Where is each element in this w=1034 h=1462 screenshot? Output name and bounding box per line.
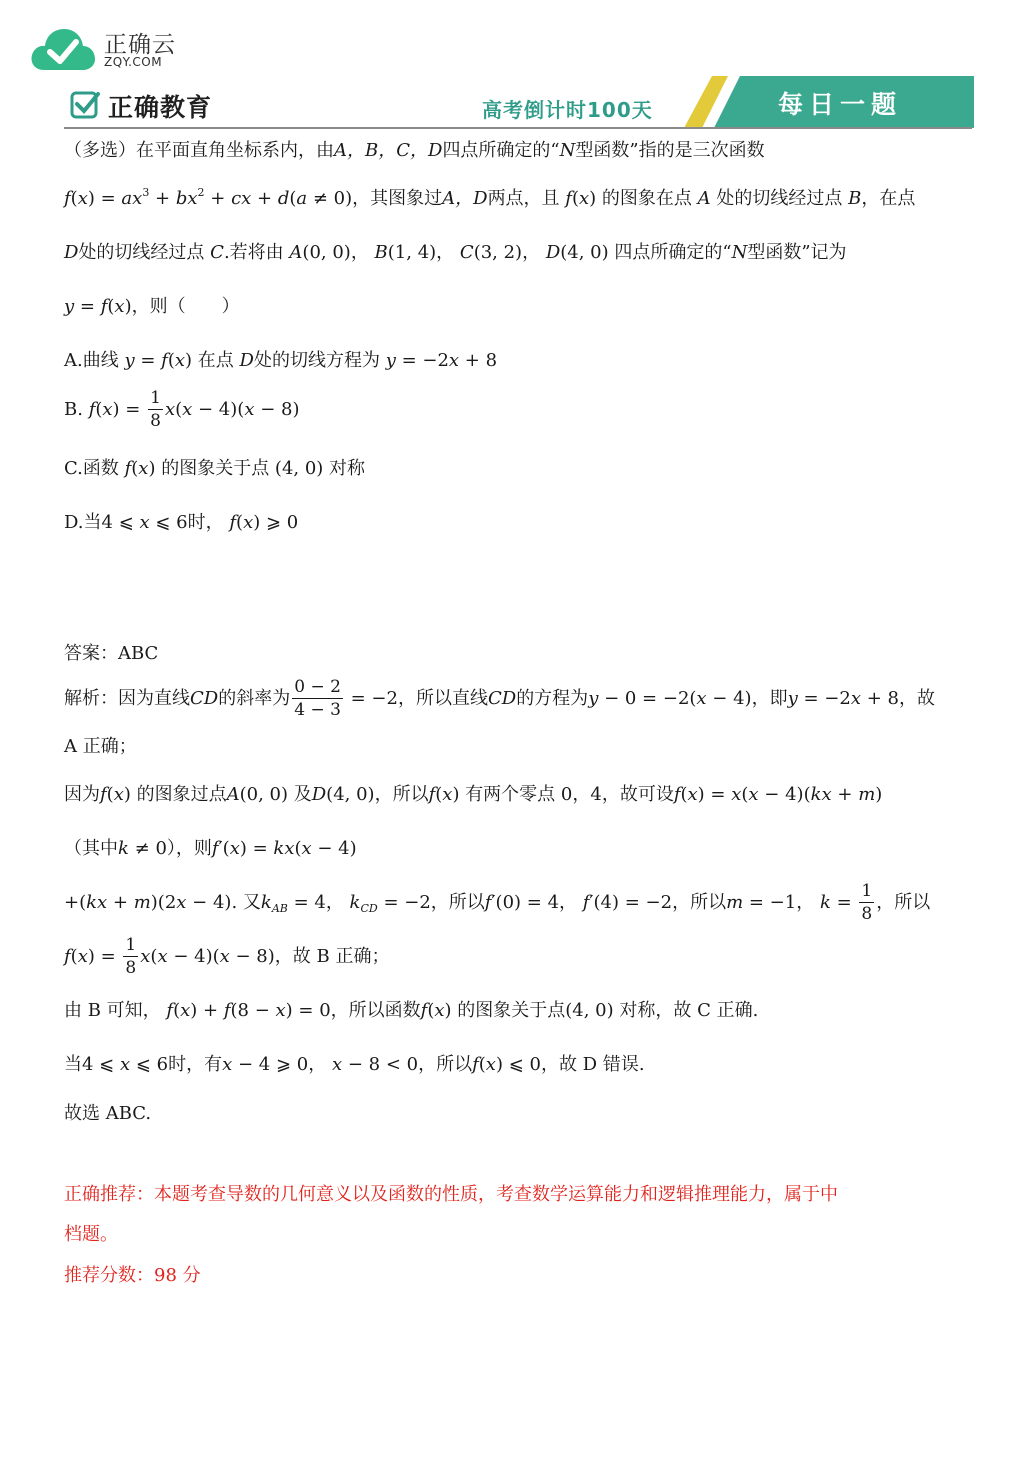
recommend-score: 推荐分数：98 分 [64, 1265, 201, 1286]
recommend-text-2: 档题。 [64, 1224, 118, 1245]
solution-line-3: 因为f(x) 的图象过点A(0, 0) 及D(4, 0)，所以f(x) 有两个零点 0，4，故可设f(x) = x(x − 4)(kx + m) [64, 784, 883, 805]
option-a: A.曲线 y = f(x) 在点 D处的切线方程为 y = −2x + 8 [64, 350, 498, 371]
question-line-1: （多选）在平面直角坐标系内，由A，B，C，D四点所确定的“N型函数”指的是三次函数 [64, 140, 765, 161]
solution-line-7: 由 B 可知， f(x) + f(8 − x) = 0，所以函数f(x) 的图象关于点(4, 0) 对称，故 C 正确. [64, 1000, 759, 1021]
question-line-2: $f(x) = ax^3 + bx^2$ + cx + d(a ≠ 0)，其图象过A，D两点，且 f(x) 的图象在点 A 处的切线经过点 B，在点 [64, 186, 916, 209]
header-brand: 正确教育 [108, 93, 213, 122]
header-daily-title: 每日一题 [778, 90, 903, 119]
question-line-3: D处的切线经过点 C.若将由 A(0, 0)， B(1, 4)， C(3, 2)， D(4, 0) 四点所确定的“N型函数”记为 [64, 242, 847, 263]
header-countdown: 高考倒计时100天 [482, 98, 653, 122]
cloud-check-logo-icon [30, 26, 96, 72]
option-d: D.当4 ⩽ x ⩽ 6时， f(x) ⩾ 0 [64, 512, 299, 533]
question-line-4: y = f(x)，则（ ） [64, 296, 240, 317]
recommend-text-1: 正确推荐：本题考查导数的几何意义以及函数的性质，考查数学运算能力和逻辑推理能力，属于中 [64, 1184, 838, 1205]
brand-logo [30, 22, 200, 76]
answer-label: 答案：ABC [64, 643, 159, 664]
solution-line-8: 当4 ⩽ x ⩽ 6时，有x − 4 ⩾ 0， x − 8 < 0，所以f(x) ⩽ 0，故 D 错误. [64, 1054, 645, 1075]
checkbox-icon [70, 90, 100, 120]
solution-line-2: A 正确； [64, 736, 137, 757]
solution-conclusion: 故选 ABC. [64, 1103, 152, 1124]
logo-domain-text: ZQY.COM [104, 55, 163, 69]
solution-line-5: +(kx + m)(2x − 4). 又$k_{AB} = 4$， $k_{CD} = -2$，所以f′(0) = 4， f′(4) = −2，所以m = −1， k = $\frac{1}{8}$ ，所以 [64, 881, 931, 924]
solution-line-4: （其中k ≠ 0），则f′(x) = kx(x − 4) [64, 838, 357, 859]
option-b: B. f(x) = $\frac{1}{8}$ x(x − 4)(x − 8) [64, 388, 300, 431]
solution-line-1: 解析：因为直线CD的斜率为 $\frac{0 - 2}{4 - 3}$ = −2，所以直线CD的方程为y − 0 = −2(x − 4)，即y = −2x + 8，故 [64, 677, 935, 720]
logo-chinese-text: 正确云 [104, 32, 176, 58]
page-header [64, 76, 972, 132]
solution-line-6: f(x) = $\frac{1}{8}$ x(x − 4)(x − 8)，故 B 正确； [64, 935, 390, 978]
option-c: C.函数 f(x) 的图象关于点 (4, 0) 对称 [64, 458, 366, 479]
header-divider [64, 127, 972, 129]
